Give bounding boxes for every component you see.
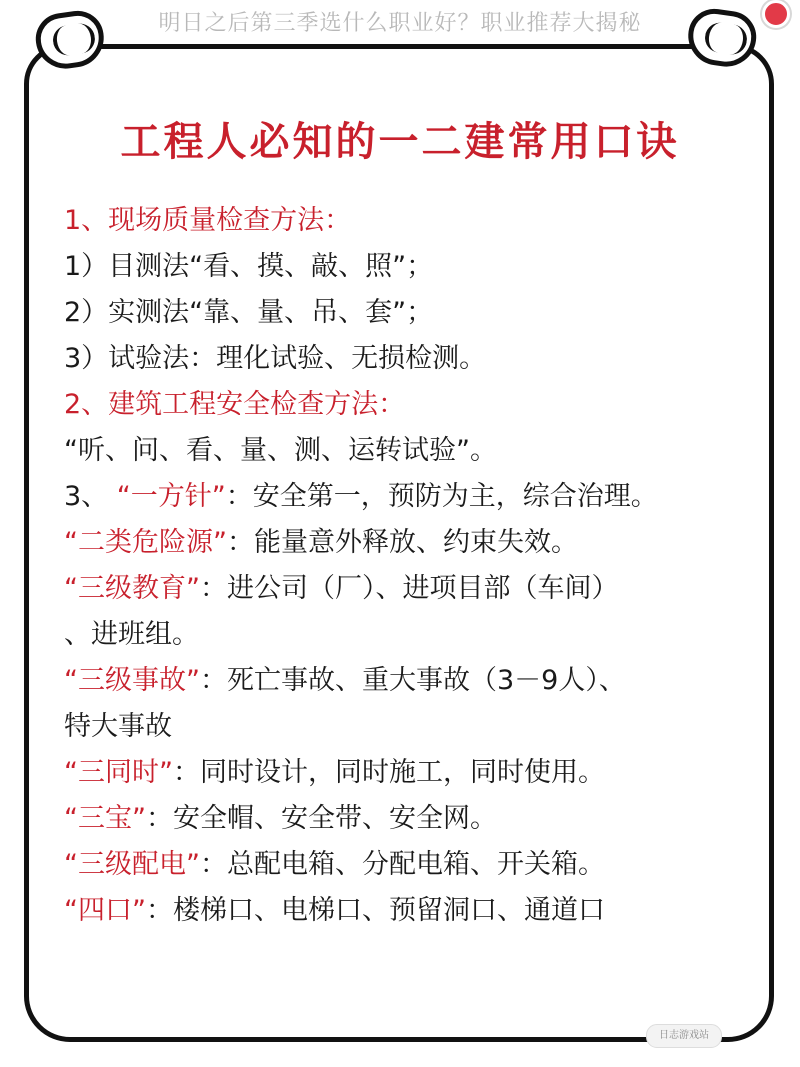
content-line: 2）实测法“靠、量、吊、套”； <box>64 297 434 328</box>
line-text: ：同时设计，同时施工，同时使用。 <box>172 757 605 788</box>
content-line: 特大事故 <box>64 711 172 742</box>
content-line <box>64 750 744 796</box>
content-line <box>64 842 744 888</box>
line-keyword: “一方针” <box>116 481 226 512</box>
content-line <box>64 888 744 934</box>
section-heading: 1、现场质量检查方法： <box>64 205 352 236</box>
section-heading: 2、建筑工程安全检查方法： <box>64 389 406 420</box>
content-line <box>64 520 744 566</box>
line-keyword: “三同时” <box>64 757 173 788</box>
line-keyword: “二类危险源” <box>64 527 227 558</box>
page-caption: 明日之后第三季选什么职业好？职业推荐大揭秘 <box>158 11 642 36</box>
content-line: 、进班组。 <box>64 619 199 650</box>
content-line <box>64 474 744 520</box>
watermark-badge: 日志游戏站 <box>646 1024 722 1048</box>
line-text: ：楼梯口、电梯口、预留洞口、通道口 <box>145 895 605 926</box>
content-line: “听、问、看、量、测、运转试验”。 <box>64 435 497 466</box>
content-line <box>64 796 744 842</box>
card-content <box>64 198 744 934</box>
line-keyword: “三级教育” <box>64 573 200 604</box>
card-title: 工程人必知的一二建常用口诀 <box>120 119 680 165</box>
pin-dot-icon <box>762 0 790 28</box>
line-keyword: “三宝” <box>64 803 146 834</box>
line-keyword: “三级配电” <box>64 849 200 880</box>
line-keyword: “三级事故” <box>64 665 200 696</box>
line-text: ：能量意外释放、约束失效。 <box>226 527 578 558</box>
line-text: ：死亡事故、重大事故（3－9人）、 <box>199 665 626 696</box>
content-line: 3）试验法：理化试验、无损检测。 <box>64 343 487 374</box>
line-prefix: 3、 <box>64 481 117 512</box>
line-text: ：进公司（厂）、进项目部（车间） <box>199 573 619 604</box>
line-text: ：总配电箱、分配电箱、开关箱。 <box>199 849 605 880</box>
content-line <box>64 566 744 612</box>
content-line <box>64 658 744 704</box>
line-text: ：安全帽、安全带、安全网。 <box>145 803 497 834</box>
line-text: ：安全第一，预防为主，综合治理。 <box>225 481 658 512</box>
line-keyword: “四口” <box>64 895 146 926</box>
content-line: 1）目测法“看、摸、敲、照”； <box>64 251 434 282</box>
